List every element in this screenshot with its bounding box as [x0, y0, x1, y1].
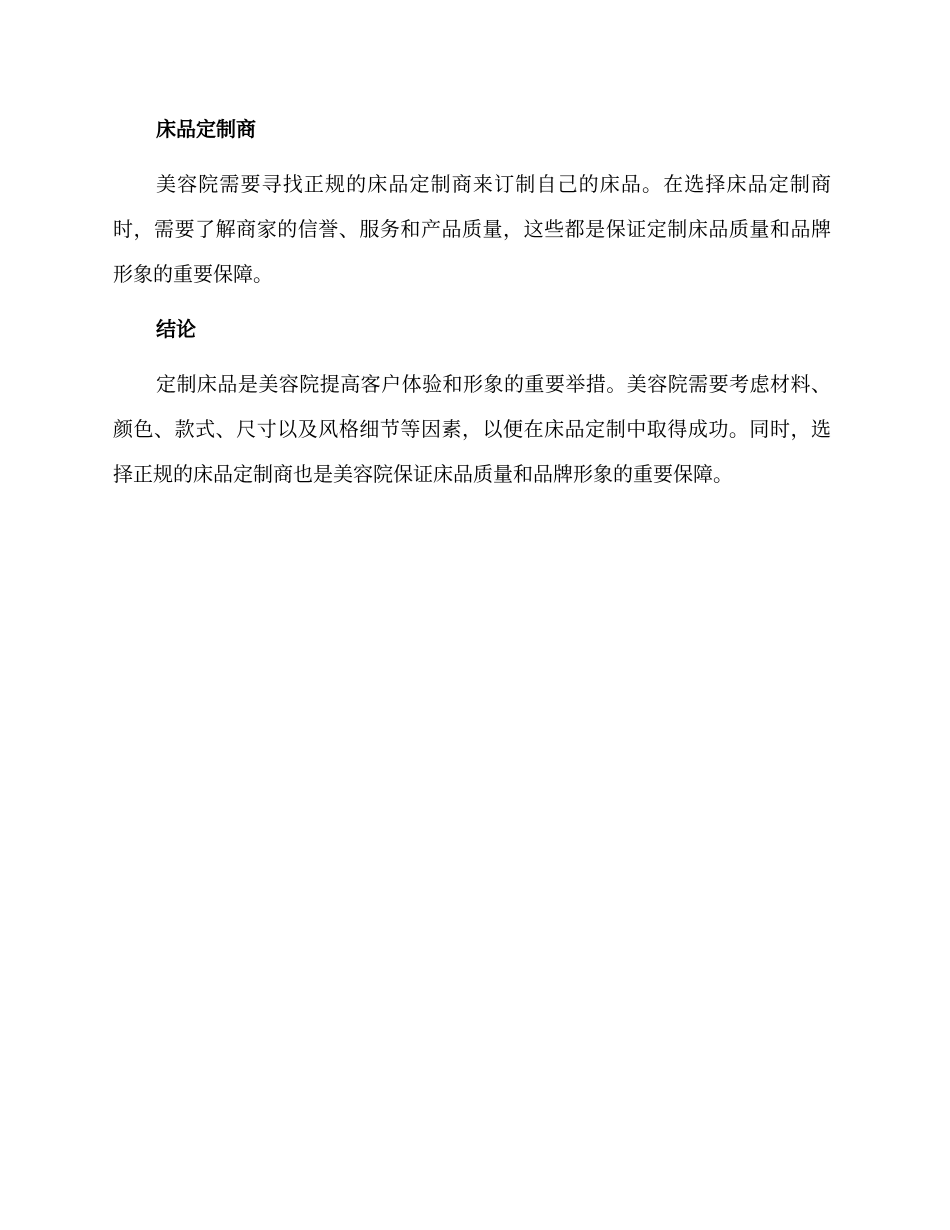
section-paragraph: 美容院需要寻找正规的床品定制商来订制自己的床品。在选择床品定制商时，需要了解商家的信誉、服务和产品质量，这些都是保证定制床品质量和品牌形象的重要保障。	[113, 172, 831, 286]
spacer	[113, 352, 831, 362]
section-conclusion	[113, 307, 831, 497]
section-heading: 结论	[156, 317, 196, 341]
section-paragraph: 定制床品是美容院提高客户体验和形象的重要举措。美容院需要考虑材料、颜色、款式、尺寸以及风格细节等因素，以便在床品定制中取得成功。同时，选择正规的床品定制商也是美容院保证床品质量和品牌形象的重要保障。	[113, 372, 831, 486]
section-heading: 床品定制商	[156, 117, 256, 141]
spacer	[113, 297, 831, 307]
spacer	[113, 152, 831, 162]
document-page	[113, 107, 831, 497]
section-bedding-customizer	[113, 107, 831, 297]
